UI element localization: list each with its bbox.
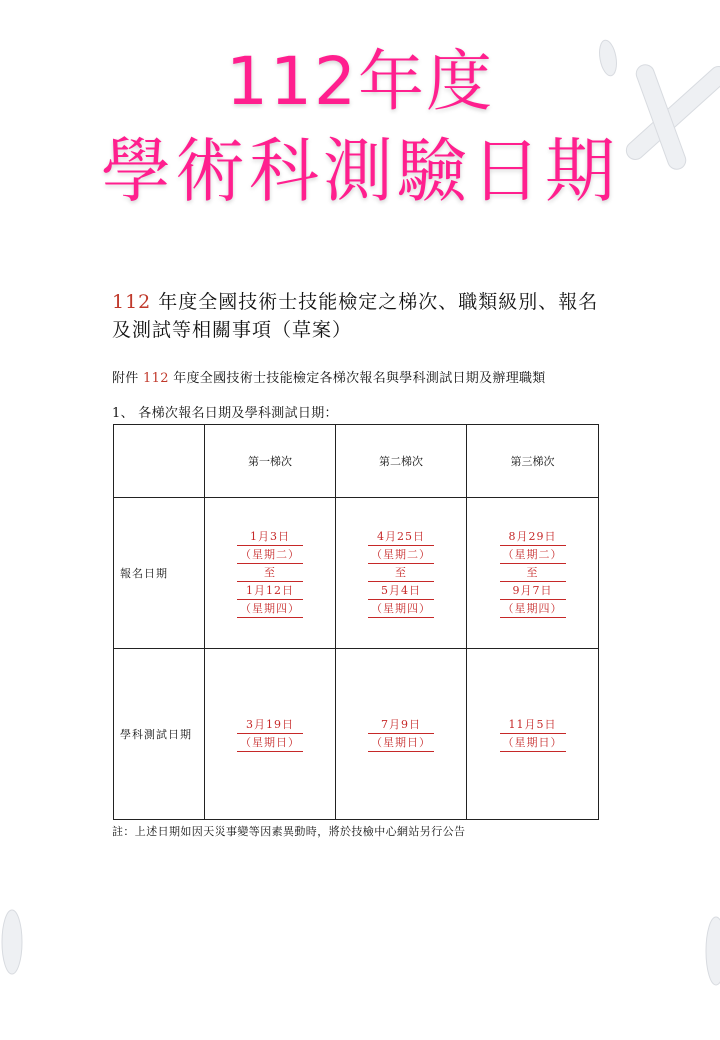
date: 3月19日 xyxy=(237,716,303,734)
column-header: 第二梯次 xyxy=(336,425,467,498)
date-range xyxy=(368,528,434,618)
exam-date-row xyxy=(114,649,599,820)
date-end: 9月7日 xyxy=(500,582,566,600)
date-end: 1月12日 xyxy=(237,582,303,600)
weekday: （星期四） xyxy=(500,600,566,618)
weekday: （星期四） xyxy=(368,600,434,618)
decorative-shape-right xyxy=(690,905,720,1005)
weekday: （星期四） xyxy=(237,600,303,618)
weekday: （星期日） xyxy=(237,734,303,752)
heading-year: 112 xyxy=(112,291,152,313)
date-end: 5月4日 xyxy=(368,582,434,600)
document-heading-line2: 及測試等相關事項（草案） xyxy=(112,319,353,341)
column-header: 第三梯次 xyxy=(467,425,599,498)
exam-date xyxy=(500,716,566,752)
row-label: 報名日期 xyxy=(114,498,205,649)
attachment-caption xyxy=(112,370,652,388)
poster-title-year: 112年度 xyxy=(226,43,494,120)
document-heading xyxy=(112,288,632,344)
date-cell xyxy=(467,649,599,820)
date-start: 4月25日 xyxy=(368,528,434,546)
row-label: 學科測試日期 xyxy=(114,649,205,820)
registration-date-row xyxy=(114,498,599,649)
document-heading-line1 xyxy=(112,288,632,316)
schedule-table xyxy=(113,424,599,820)
exam-date xyxy=(368,716,434,752)
date: 7月9日 xyxy=(368,716,434,734)
date-cell xyxy=(467,498,599,649)
weekday: （星期二） xyxy=(237,546,303,564)
heading-line1-text: 年度全國技術士技能檢定之梯次、職類級別、報名 xyxy=(151,291,599,313)
table-corner-cell xyxy=(114,425,205,498)
table-header-row xyxy=(114,425,599,498)
decorative-shape-left xyxy=(0,900,40,990)
date-cell xyxy=(205,649,336,820)
range-to: 至 xyxy=(368,564,434,582)
poster-title-main: 學術科測驗日期 xyxy=(101,130,619,212)
attachment-text: 年度全國技術士技能檢定各梯次報名與學科測試日期及辦理職類 xyxy=(168,371,546,386)
date-start: 8月29日 xyxy=(500,528,566,546)
weekday: （星期日） xyxy=(368,734,434,752)
range-to: 至 xyxy=(500,564,566,582)
attachment-prefix: 附件 xyxy=(112,371,144,386)
date-cell xyxy=(336,498,467,649)
date: 11月5日 xyxy=(500,716,566,734)
column-header: 第一梯次 xyxy=(205,425,336,498)
date-cell xyxy=(336,649,467,820)
date-range xyxy=(237,528,303,618)
date-cell xyxy=(205,498,336,649)
footnote: 註：上述日期如因天災事變等因素異動時，將於技檢中心網站另行公告 xyxy=(112,825,466,838)
attachment-year: 112 xyxy=(143,371,169,386)
date-start: 1月3日 xyxy=(237,528,303,546)
section-title: 1、 各梯次報名日期及學科測試日期： xyxy=(112,406,338,421)
weekday: （星期二） xyxy=(500,546,566,564)
weekday: （星期日） xyxy=(500,734,566,752)
date-range xyxy=(500,528,566,618)
range-to: 至 xyxy=(237,564,303,582)
exam-date xyxy=(237,716,303,752)
weekday: （星期二） xyxy=(368,546,434,564)
